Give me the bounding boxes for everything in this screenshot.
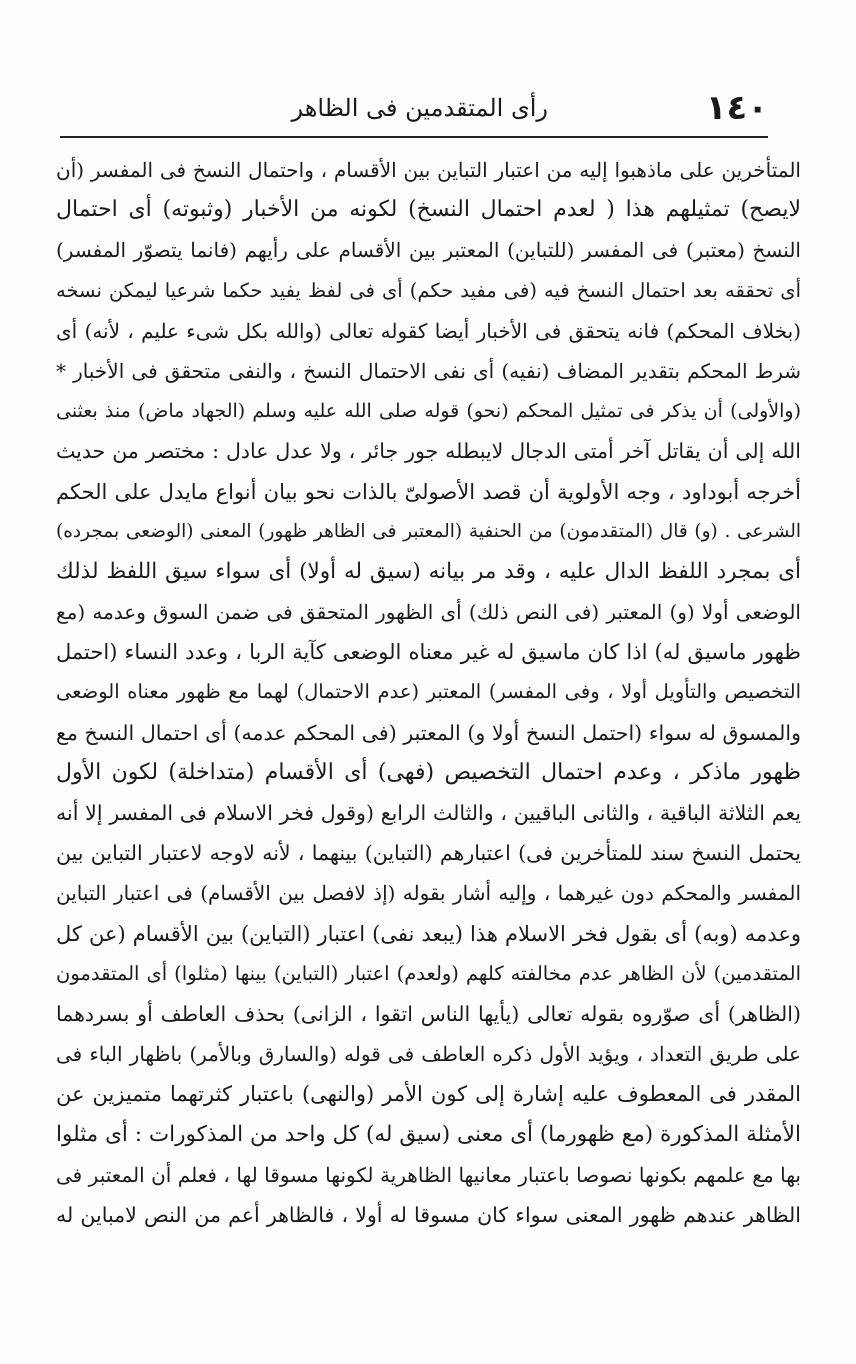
text-line: ظهور ماذكر ، وعدم احتمال التخصيص (فهى) أى الأقسام (متداخلة) لكون الأول bbox=[56, 759, 801, 785]
text-line: (بخلاف المحكم) فانه يتحقق فى الأخبار أيضا كقوله تعالى (والله بكل شىء عليم ، لأنه) أى bbox=[56, 318, 801, 343]
text-line: الظاهر عندهم ظهور المعنى سواء كان مسوقا له أولا ، فالظاهر أعم من النص لامباين له bbox=[56, 1202, 801, 1227]
body-text bbox=[56, 150, 801, 1235]
text-line: الوضعى أولا (و) المعتبر (فى النص ذلك) أى الظهور المتحقق فى ضمن السوق وعدمه (مع bbox=[56, 600, 801, 625]
text-line: والمسوق له سواء (احتمل النسخ أولا و) المعتبر (فى المحكم عدمه) أى احتمال النسخ مع bbox=[56, 720, 801, 745]
text-line: على طريق التعداد ، ويؤيد الأول ذكره العاطف فى قوله (والسارق وبالأمر) باظهار الباء فى bbox=[56, 1042, 801, 1067]
text-line: الشرعى . (و) قال (المتقدمون) من الحنفية (المعتبر فى الظاهر ظهور) المعنى (الوضعى بمجرده) bbox=[56, 520, 801, 542]
page-number: ١٤٠ bbox=[705, 88, 768, 128]
text-line: النسخ (معتبر) فى المفسر (للتباين) المعتبر بين الأقسام على رأيهم (فانما يتصوّر المفسر) bbox=[56, 238, 801, 263]
text-line: (الظاهر) أى صوّروه بقوله تعالى (يأيها الناس اتقوا ، الزانى) بحذف العاطف أو بسردهما bbox=[56, 1001, 801, 1026]
text-line: المتأخرين على ماذهبوا إليه من اعتبار التباين بين الأقسام ، واحتمال النسخ فى المفسر (أن bbox=[56, 158, 801, 182]
header-rule bbox=[60, 136, 768, 138]
text-line: (والأولى) أن يذكر فى تمثيل المحكم (نحو) قوله صلى الله عليه وسلم (الجهاد ماض) منذ بعثنى bbox=[56, 400, 801, 423]
text-line: الله إلى أن يقاتل آخر أمتى الدجال لايبطله جور جائر ، ولا عدل عادل : مختصر من حديث bbox=[56, 439, 801, 464]
text-line: التخصيص والتأويل أولا ، وفى المفسر) المعتبر (عدم الاحتمال) لهما مع ظهور معناه الوضعى bbox=[56, 680, 801, 704]
text-line: أى تحققه بعد احتمال النسخ فيه (فى مفيد حكم) أى فى لفظ يفيد حكما شرعيا ليمكن نسخه bbox=[56, 278, 801, 302]
text-line: شرط المحكم بتقدير المضاف (نفيه) أى نفى الاحتمال النسخ ، والنفى متحقق فى الأخبار * bbox=[56, 358, 801, 383]
running-title: رأى المتقدمين فى الظاهر bbox=[291, 94, 548, 122]
text-line: المتقدمين) لأن الظاهر عدم مخالفته كلهم (ولعدم) اعتبار (التباين) بينها (مثلوا) أى المتقدمون bbox=[56, 961, 801, 985]
text-line: يحتمل النسخ سند للمتأخرين فى) اعتبارهم (التباين) بينهما ، لأنه لاوجه لاعتبار التباين بين bbox=[56, 841, 801, 866]
text-line: لايصح) تمثيلهم هذا ( لعدم احتمال النسخ) لكونه من الأخبار (وثبوته) أى احتمال bbox=[56, 197, 801, 223]
text-line: بها مع علمهم بكونها نصوصا باعتبار معانيها الظاهرية لكونها مسوقا لها ، فعلم أن المعتبر فى bbox=[56, 1162, 801, 1187]
text-line: ظهور ماسيق له) اذا كان ماسيق له غير معناه الوضعى كآية الربا ، وعدد النساء (احتمل bbox=[56, 640, 801, 665]
text-line: المفسر والمحكم دون غيرهما ، وإليه أشار بقوله (إذ لافصل بين الأقسام) فى اعتبار التباين bbox=[56, 881, 801, 906]
text-line: يعم الثلاثة الباقية ، والثانى الباقيين ، والثالث الرابع (وقول فخر الاسلام فى المفسر إلا أنه bbox=[56, 801, 801, 825]
text-line: وعدمه (وبه) أى بقول فخر الاسلام هذا (يبعد نفى) اعتبار (التباين) بين الأقسام (عن كل bbox=[56, 921, 801, 946]
text-line: المقدر فى المعطوف عليه إشارة إلى كون الأمر (والنهى) باعتبار كثرتهما متميزين عن bbox=[56, 1082, 801, 1107]
page-header bbox=[60, 86, 768, 130]
text-line: أى بمجرد اللفظ الدال عليه ، وقد مر بيانه (سيق له أولا) أى سواء سيق اللفظ لذلك bbox=[56, 558, 801, 584]
text-line: الأمثلة المذكورة (مع ظهورما) أى معنى (سيق له) كل واحد من المذكورات : أى مثلوا bbox=[56, 1121, 801, 1147]
text-line: أخرجه أبوداود ، وجه الأولوية أن قصد الأصولىّ بالذات نحو بيان أنواع مايدل على الحكم bbox=[56, 479, 801, 504]
